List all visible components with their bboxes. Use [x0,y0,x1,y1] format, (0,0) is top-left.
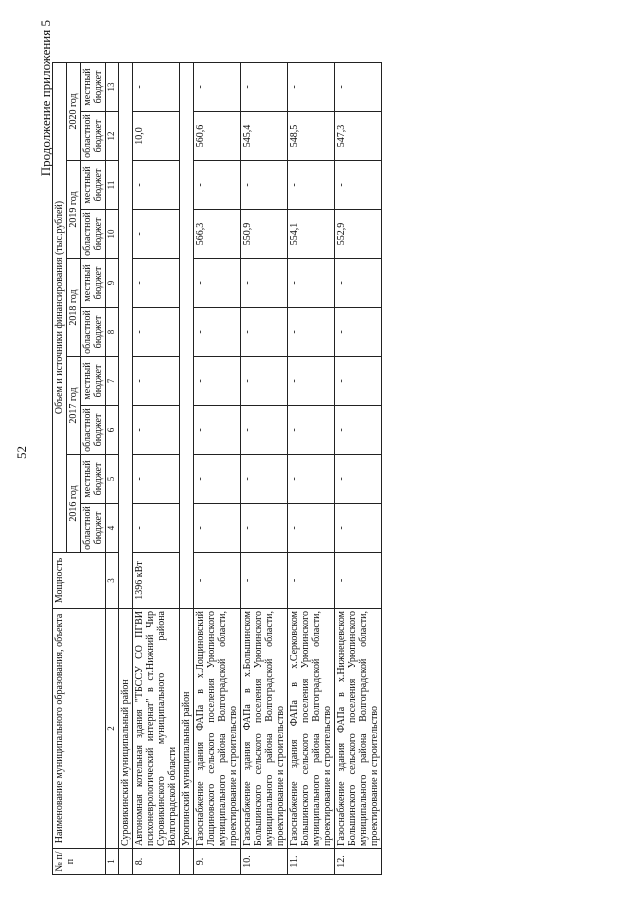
value-cell: - [193,62,240,111]
page-number: 52 [14,446,29,459]
row-number: 10. [240,849,287,875]
value-cell: - [334,62,381,111]
column-number: 8 [106,308,119,357]
value-cell: - [287,357,334,406]
value-cell: - [193,161,240,210]
value-cell: 552,9 [334,210,381,259]
value-cell: 566,3 [193,210,240,259]
capacity-cell: - [193,553,240,609]
value-cell: 10,0 [132,112,179,161]
value-cell: - [334,357,381,406]
value-cell: - [287,259,334,308]
value-cell: - [193,406,240,455]
value-cell: - [193,357,240,406]
value-cell: - [132,210,179,259]
capacity-cell: 1396 кВт [132,553,179,609]
value-cell: - [193,504,240,553]
value-cell: - [240,357,287,406]
header-year: 2019 год [67,161,81,259]
table-row [334,62,381,874]
section-title: Суровикинский муниципальный район [118,609,132,849]
header-budget-local: местный бюджет [81,161,106,210]
header-budget-regional: областной бюджет [81,504,106,553]
value-cell: - [334,161,381,210]
section-blank-cell [179,62,193,608]
value-cell: - [287,455,334,504]
column-number: 13 [106,62,119,111]
column-number: 4 [106,504,119,553]
value-cell: - [132,357,179,406]
column-number: 3 [106,553,119,609]
header-volume: Объем и источники финансирования (тыс.рублей) [53,62,67,552]
value-cell: - [240,259,287,308]
value-cell: - [287,62,334,111]
value-cell: 545,4 [240,112,287,161]
header-budget-regional: областной бюджет [81,406,106,455]
value-cell: - [132,504,179,553]
value-cell: 547,3 [334,112,381,161]
table-row [240,62,287,874]
header-year: 2016 год [67,455,81,553]
column-number: 11 [106,161,119,210]
capacity-cell: - [240,553,287,609]
column-number: 10 [106,210,119,259]
value-cell: 554,1 [287,210,334,259]
value-cell: - [193,455,240,504]
financing-table [52,62,382,875]
column-number: 9 [106,259,119,308]
value-cell: - [287,161,334,210]
header-year: 2020 год [67,62,81,160]
section-blank-cell [118,849,132,875]
value-cell: - [287,504,334,553]
header-name: Наименование муниципального образования, объекта [53,609,106,849]
capacity-cell: - [334,553,381,609]
value-cell: - [132,259,179,308]
object-name: Газоснабжение здания ФАПа в х.Нижнецевском Большинского сельского поселения Урюпинского муниципального района Волгоградской области, проектирование и строительство [334,609,381,849]
value-cell: - [240,308,287,357]
value-cell: 550,9 [240,210,287,259]
column-number: 2 [106,609,119,849]
value-cell: 560,6 [193,112,240,161]
value-cell: - [240,62,287,111]
value-cell: - [334,455,381,504]
capacity-cell: - [287,553,334,609]
section-row [179,62,193,874]
row-number: 12. [334,849,381,875]
section-row [118,62,132,874]
object-name: Автономная котельная здания "ТБССУ СО ПГВИ психоневрологический интернат" в ст.Нижний Чир Суровикинского муниципального района Волгоградской области [132,609,179,849]
value-cell: 548,5 [287,112,334,161]
value-cell: - [132,161,179,210]
row-number: 8. [132,849,179,875]
column-number: 12 [106,112,119,161]
section-blank-cell [118,62,132,608]
header-year: 2017 год [67,357,81,455]
header-budget-regional: областной бюджет [81,210,106,259]
section-blank-cell [179,849,193,875]
header-budget-local: местный бюджет [81,62,106,111]
value-cell: - [132,455,179,504]
column-number: 1 [106,849,119,875]
object-name: Газоснабжение здания ФАПа в х.Большинском Большинского сельского поселения Урюпинского муниципального района Волгоградской области, проектирование и строительство [240,609,287,849]
header-year: 2018 год [67,259,81,357]
header-budget-local: местный бюджет [81,357,106,406]
table-row [193,62,240,874]
value-cell: - [240,161,287,210]
row-number: 11. [287,849,334,875]
header-capacity: Мощность [53,553,106,609]
value-cell: - [334,504,381,553]
column-number: 7 [106,357,119,406]
section-title: Урюпинский муниципальный район [179,609,193,849]
column-number: 5 [106,455,119,504]
value-cell: - [193,308,240,357]
row-number: 9. [193,849,240,875]
header-budget-regional: областной бюджет [81,308,106,357]
table-row [287,62,334,874]
value-cell: - [240,455,287,504]
header-budget-regional: областной бюджет [81,112,106,161]
value-cell: - [132,406,179,455]
value-cell: - [287,406,334,455]
continuation-label: Продолжение приложения 5 [38,20,53,177]
value-cell: - [132,308,179,357]
header-budget-local: местный бюджет [81,259,106,308]
table-row [132,62,179,874]
value-cell: - [334,308,381,357]
object-name: Газоснабжение здания ФАПа в х.Серковском Большинского сельского поселения Урюпинского муниципального района Волгоградской области, проектирование и строительство [287,609,334,849]
value-cell: - [240,406,287,455]
value-cell: - [132,62,179,111]
column-number: 6 [106,406,119,455]
value-cell: - [240,504,287,553]
header-no: № п/п [53,849,106,875]
value-cell: - [287,308,334,357]
object-name: Газоснабжение здания ФАПа в х.Лощиновский Лощиновского сельского поселения Урюпинского муниципального района Волгоградской области, проектирование и строительство [193,609,240,849]
value-cell: - [334,406,381,455]
value-cell: - [193,259,240,308]
value-cell: - [334,259,381,308]
header-budget-local: местный бюджет [81,455,106,504]
